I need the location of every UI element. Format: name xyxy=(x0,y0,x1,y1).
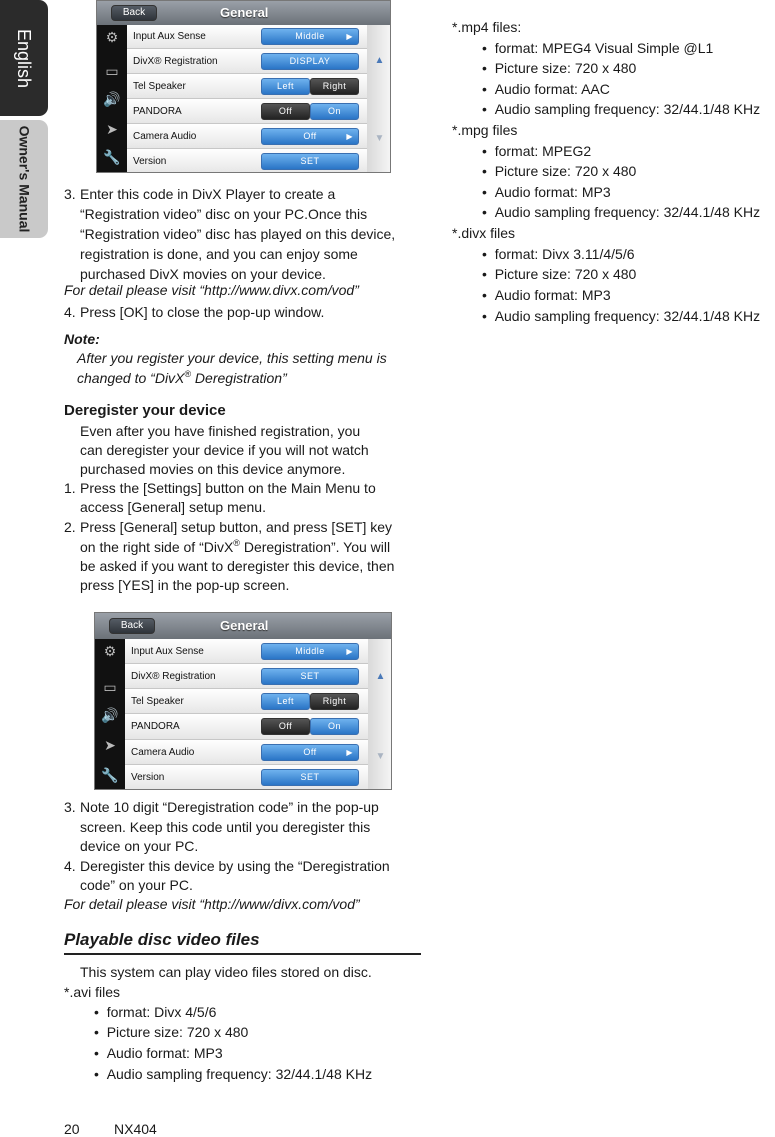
row-label: Input Aux Sense xyxy=(131,646,204,657)
avi-item: • Audio sampling frequency: 32/44.1/48 KHz xyxy=(94,1066,373,1082)
pandora-on-button[interactable]: On xyxy=(310,718,359,735)
row-tel-speaker xyxy=(127,74,367,99)
step-3-line: “Registration video” disc on your PC.Once this xyxy=(80,206,368,222)
deregister-intro-line: can deregister your device if you will not watch xyxy=(80,442,369,458)
row-input-aux-sense xyxy=(127,25,367,49)
navigation-icon[interactable]: ➤ xyxy=(104,737,116,753)
arrow-right-icon: ▶ xyxy=(346,647,353,656)
pandora-on-button[interactable]: On xyxy=(310,103,359,120)
row-label: Camera Audio xyxy=(131,747,195,758)
mp4-item: • format: MPEG4 Visual Simple @L1 xyxy=(482,40,714,56)
mpg-item: • Audio sampling frequency: 32/44.1/48 KHz xyxy=(482,204,761,220)
mpg-item: • Picture size: 720 x 480 xyxy=(482,163,637,179)
deregister-heading: Deregister your device xyxy=(64,402,226,419)
dereg-step-3-number: 3. xyxy=(64,799,76,815)
row-label: Tel Speaker xyxy=(131,696,184,707)
row-label: Input Aux Sense xyxy=(133,31,206,42)
note-line: changed to “DivX® Deregistration” xyxy=(77,369,287,386)
playable-files-heading: Playable disc video files xyxy=(64,930,260,949)
row-label: PANDORA xyxy=(131,721,180,732)
back-button[interactable]: Back xyxy=(109,618,155,634)
dereg-step-2-number: 2. xyxy=(64,519,76,535)
scrollbar[interactable] xyxy=(367,25,391,173)
dereg-step-1-number: 1. xyxy=(64,480,76,496)
mpg-item: • format: MPEG2 xyxy=(482,143,592,159)
avi-item: • Audio format: MP3 xyxy=(94,1045,223,1061)
version-set-button[interactable]: SET xyxy=(261,153,359,170)
row-tel-speaker xyxy=(125,689,368,714)
step-4-text: Press [OK] to close the pop-up window. xyxy=(80,304,325,320)
divx-files-title: *.divx files xyxy=(452,225,516,241)
arrow-right-icon: ▶ xyxy=(346,32,353,41)
arrow-right-icon: ▶ xyxy=(346,132,353,141)
step-3-number: 3. xyxy=(64,186,76,202)
gear-icon[interactable]: ⚙ xyxy=(105,29,119,45)
divx-item: • Audio sampling frequency: 32/44.1/48 KHz xyxy=(482,308,761,324)
wrench-icon[interactable]: 🔧 xyxy=(101,767,119,783)
deregister-intro-line: Even after you have finished registration, you xyxy=(80,423,361,439)
scrollbar[interactable] xyxy=(368,639,392,790)
camera-audio-selector[interactable]: Off ▶ xyxy=(261,744,359,761)
settings-screenshot-registration xyxy=(96,0,391,173)
mp4-item: • Picture size: 720 x 480 xyxy=(482,60,637,76)
settings-list xyxy=(127,25,367,173)
screen-title-bar xyxy=(95,613,391,639)
avi-item: • Picture size: 720 x 480 xyxy=(94,1024,249,1040)
divx-item: • Audio format: MP3 xyxy=(482,287,611,303)
page-number: 20 xyxy=(64,1121,80,1137)
camera-audio-selector[interactable]: Off ▶ xyxy=(261,128,359,145)
mpg-item: • Audio format: MP3 xyxy=(482,184,611,200)
dereg-step-4-line: Deregister this device by using the “Deregistration xyxy=(80,858,390,874)
model-name: NX404 xyxy=(114,1121,157,1137)
owners-manual-tab-label: Owner's Manual xyxy=(16,125,32,233)
row-divx-registration xyxy=(125,664,368,689)
divx-item: • Picture size: 720 x 480 xyxy=(482,266,637,282)
settings-icon-column xyxy=(97,25,127,172)
mp4-item: • Audio sampling frequency: 32/44.1/48 KHz xyxy=(482,101,761,117)
screen-title: General xyxy=(220,618,269,633)
divx-item: • format: Divx 3.11/4/5/6 xyxy=(482,246,635,262)
row-label: Version xyxy=(133,156,167,167)
display-icon[interactable]: ▭ xyxy=(103,679,117,695)
divx-detail-link[interactable]: For detail please visit “http://www/divx.com/vod” xyxy=(64,896,360,912)
row-label: Tel Speaker xyxy=(133,81,186,92)
row-pandora xyxy=(125,714,368,740)
step-3-line: “Registration video” disc has played on this device, xyxy=(80,226,396,242)
settings-screenshot-deregistration xyxy=(94,612,392,790)
settings-list xyxy=(125,639,368,790)
dereg-step-2-line: be asked if you want to deregister this device, then xyxy=(80,558,395,574)
scroll-down-icon[interactable]: ▼ xyxy=(374,133,385,144)
dereg-step-1-line: access [General] setup menu. xyxy=(80,499,266,515)
pandora-off-button[interactable]: Off xyxy=(261,718,310,735)
dereg-step-4-line: code” on your PC. xyxy=(80,877,193,893)
registered-mark: ® xyxy=(184,369,192,379)
dereg-step-3-line: Note 10 digit “Deregistration code” in the pop-up xyxy=(80,799,379,815)
step-3-line: purchased DivX movies on your device. xyxy=(80,266,326,282)
wrench-icon[interactable]: 🔧 xyxy=(103,149,121,165)
scroll-up-icon[interactable]: ▲ xyxy=(375,671,386,682)
avi-files-title: *.avi files xyxy=(64,984,121,1000)
divx-set-button[interactable]: SET xyxy=(261,668,359,685)
tel-speaker-left-button[interactable]: Left xyxy=(261,78,310,95)
note-line: After you register your device, this setting menu is xyxy=(77,350,387,366)
heading-divider xyxy=(64,953,421,955)
language-tab-label: English xyxy=(14,28,35,88)
navigation-icon[interactable]: ➤ xyxy=(106,121,118,137)
language-tab[interactable] xyxy=(0,0,48,116)
step-3-line: registration is done, and you can enjoy some xyxy=(80,246,358,262)
divx-display-button[interactable]: DISPLAY xyxy=(261,53,359,70)
row-version xyxy=(127,149,367,173)
row-camera-audio xyxy=(125,740,368,765)
gear-icon[interactable]: ⚙ xyxy=(103,643,117,659)
tel-speaker-right-button[interactable]: Right xyxy=(310,693,359,710)
pandora-off-button[interactable]: Off xyxy=(261,103,310,120)
arrow-right-icon: ▶ xyxy=(346,748,353,757)
dereg-step-2-line: on the right side of “DivX® Deregistration”. You will xyxy=(80,538,391,555)
tel-speaker-right-button[interactable]: Right xyxy=(310,78,359,95)
dereg-step-2-line: press [YES] in the pop-up screen. xyxy=(80,577,290,593)
row-label: DivX® Registration xyxy=(133,56,218,67)
row-input-aux-sense xyxy=(125,639,368,664)
step-3-line: Enter this code in DivX Player to create a xyxy=(80,186,336,202)
avi-item: • format: Divx 4/5/6 xyxy=(94,1004,217,1020)
input-aux-sense-selector[interactable]: Middle ▶ xyxy=(261,643,359,660)
settings-icon-column xyxy=(95,639,125,789)
dereg-step-3-line: screen. Keep this code until you deregister this xyxy=(80,819,371,835)
row-label: PANDORA xyxy=(133,106,182,117)
scroll-down-icon[interactable]: ▼ xyxy=(375,751,386,762)
row-divx-registration xyxy=(127,49,367,74)
dereg-step-3-line: device on your PC. xyxy=(80,838,199,854)
mpg-files-title: *.mpg files xyxy=(452,122,518,138)
screen-title: General xyxy=(220,5,269,20)
version-set-button[interactable]: SET xyxy=(261,769,359,786)
mp4-files-title: *.mp4 files: xyxy=(452,19,522,35)
dereg-step-4-number: 4. xyxy=(64,858,76,874)
display-icon[interactable]: ▭ xyxy=(105,63,119,79)
row-pandora xyxy=(127,99,367,124)
deregister-intro-line: purchased movies on this device anymore. xyxy=(80,461,346,477)
divx-detail-link[interactable]: For detail please visit “http://www.divx.com/vod” xyxy=(64,282,359,298)
mp4-item: • Audio format: AAC xyxy=(482,81,610,97)
input-aux-sense-selector[interactable]: Middle ▶ xyxy=(261,28,359,45)
speaker-icon[interactable]: 🔊 xyxy=(103,91,121,107)
row-label: Version xyxy=(131,772,165,783)
playable-intro: This system can play video files stored on disc. xyxy=(80,964,372,980)
row-version xyxy=(125,765,368,790)
step-4-number: 4. xyxy=(64,304,76,320)
back-button[interactable]: Back xyxy=(111,5,157,21)
dereg-step-2-line: Press [General] setup button, and press [SET] key xyxy=(80,519,393,535)
note-title: Note: xyxy=(64,331,100,347)
row-label: Camera Audio xyxy=(133,131,197,142)
row-camera-audio xyxy=(127,124,367,149)
dereg-step-1-line: Press the [Settings] button on the Main Menu to xyxy=(80,480,376,496)
scroll-up-icon[interactable]: ▲ xyxy=(374,55,385,66)
speaker-icon[interactable]: 🔊 xyxy=(101,707,119,723)
registered-mark: ® xyxy=(233,538,240,548)
row-label: DivX® Registration xyxy=(131,671,216,682)
tel-speaker-left-button[interactable]: Left xyxy=(261,693,310,710)
screen-title-bar xyxy=(97,1,390,25)
owners-manual-tab[interactable] xyxy=(0,120,48,238)
